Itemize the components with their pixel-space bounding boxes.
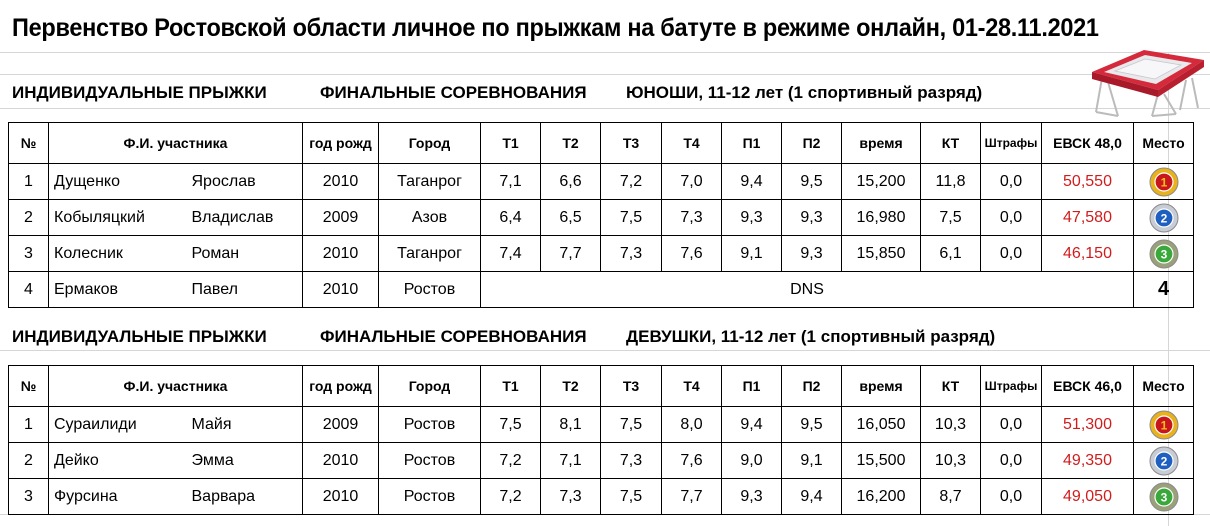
- medal-icon: [1149, 167, 1179, 197]
- cell-last-name: Колесник: [49, 236, 187, 272]
- col-header-t2: Т2: [541, 123, 601, 164]
- trampoline-icon: [1088, 42, 1206, 118]
- cell-t4: 7,7: [662, 479, 722, 515]
- cell-kt: 10,3: [921, 407, 981, 443]
- cell-t3: 7,3: [601, 443, 662, 479]
- cell-t2: 6,6: [541, 164, 601, 200]
- cell-place: [1134, 407, 1194, 443]
- medal-icon: [1149, 446, 1179, 476]
- cell-city: Ростов: [379, 479, 481, 515]
- cell-place: [1134, 200, 1194, 236]
- cell-last-name: Ермаков: [49, 272, 187, 308]
- cell-city: Азов: [379, 200, 481, 236]
- sheet-gridline: [0, 52, 1210, 53]
- cell-last-name: Сураилиди: [49, 407, 187, 443]
- cell-p2: 9,3: [782, 236, 842, 272]
- cell-penalty: 0,0: [981, 236, 1042, 272]
- cell-first-name: Владислав: [187, 200, 303, 236]
- cell-num: 3: [9, 236, 49, 272]
- table-row: [9, 236, 1194, 272]
- page-title: Первенство Ростовской области личное по прыжкам на батуте в режиме онлайн, 01-28.11.2021: [12, 14, 1099, 42]
- cell-num: 2: [9, 443, 49, 479]
- col-header-year: год рожд: [303, 123, 379, 164]
- col-header-penalty: Штрафы: [981, 366, 1042, 407]
- cell-time: 16,050: [842, 407, 921, 443]
- cell-total: 51,300: [1042, 407, 1134, 443]
- col-header-kt: КТ: [921, 366, 981, 407]
- cell-first-name: Роман: [187, 236, 303, 272]
- cell-t3: 7,5: [601, 479, 662, 515]
- col-header-time: время: [842, 123, 921, 164]
- col-header-evsk: ЕВСК 48,0: [1042, 123, 1134, 164]
- cell-t1: 7,5: [481, 407, 541, 443]
- cell-last-name: Фурсина: [49, 479, 187, 515]
- cell-year: 2010: [303, 236, 379, 272]
- cell-t1: 7,1: [481, 164, 541, 200]
- cell-total: 47,580: [1042, 200, 1134, 236]
- cell-penalty: 0,0: [981, 443, 1042, 479]
- col-header-t1: Т1: [481, 123, 541, 164]
- cell-kt: 8,7: [921, 479, 981, 515]
- cell-total: 46,150: [1042, 236, 1134, 272]
- cell-t2: 7,7: [541, 236, 601, 272]
- discipline-label: ИНДИВИДУАЛЬНЫЕ ПРЫЖКИ: [12, 327, 267, 346]
- table-row: [9, 200, 1194, 236]
- cell-city: Ростов: [379, 407, 481, 443]
- col-header-kt: КТ: [921, 123, 981, 164]
- cell-kt: 11,8: [921, 164, 981, 200]
- medal-place-number: 3: [1160, 247, 1167, 261]
- cell-p2: 9,5: [782, 407, 842, 443]
- cell-total: 49,350: [1042, 443, 1134, 479]
- cell-p2: 9,4: [782, 479, 842, 515]
- cell-time: 15,500: [842, 443, 921, 479]
- sheet-gridline: [0, 74, 1210, 75]
- medal-icon: [1149, 482, 1179, 512]
- cell-year: 2010: [303, 272, 379, 308]
- cell-p1: 9,1: [722, 236, 782, 272]
- cell-year: 2010: [303, 164, 379, 200]
- cell-first-name: Эмма: [187, 443, 303, 479]
- cell-p1: 9,4: [722, 164, 782, 200]
- medal-place-number: 2: [1160, 211, 1167, 225]
- cell-time: 15,850: [842, 236, 921, 272]
- cell-t3: 7,5: [601, 200, 662, 236]
- col-header-city: Город: [379, 366, 481, 407]
- cell-t2: 8,1: [541, 407, 601, 443]
- cell-t3: 7,3: [601, 236, 662, 272]
- col-header-penalty: Штрафы: [981, 123, 1042, 164]
- cell-t2: 7,3: [541, 479, 601, 515]
- medal-place-number: 2: [1160, 454, 1167, 468]
- col-header-t2: Т2: [541, 366, 601, 407]
- cell-t1: 6,4: [481, 200, 541, 236]
- cell-first-name: Ярослав: [187, 164, 303, 200]
- cell-year: 2009: [303, 407, 379, 443]
- col-header-t3: Т3: [601, 123, 662, 164]
- col-header-place: Место: [1134, 123, 1194, 164]
- stage-label: ФИНАЛЬНЫЕ СОРЕВНОВАНИЯ: [320, 327, 587, 346]
- table-header-row: [9, 123, 1194, 164]
- cell-last-name: Дущенко: [49, 164, 187, 200]
- cell-t4: 7,3: [662, 200, 722, 236]
- sheet-gridline: [0, 350, 1210, 351]
- table-row: [9, 164, 1194, 200]
- col-header-year: год рожд: [303, 366, 379, 407]
- col-header-num: №: [9, 366, 49, 407]
- cell-dns-status: DNS: [481, 272, 1134, 308]
- results-table-boys: [8, 122, 1194, 308]
- cell-place: [1134, 443, 1194, 479]
- cell-first-name: Павел: [187, 272, 303, 308]
- cell-year: 2010: [303, 479, 379, 515]
- cell-t1: 7,2: [481, 479, 541, 515]
- cell-p1: 9,3: [722, 200, 782, 236]
- medal-place-number: 1: [1160, 175, 1167, 189]
- col-header-city: Город: [379, 123, 481, 164]
- table-row: [9, 443, 1194, 479]
- col-header-p1: П1: [722, 366, 782, 407]
- cell-t4: 7,6: [662, 236, 722, 272]
- col-header-t1: Т1: [481, 366, 541, 407]
- table-row: [9, 479, 1194, 515]
- cell-t4: 8,0: [662, 407, 722, 443]
- cell-place: 4: [1134, 272, 1194, 308]
- cell-t3: 7,5: [601, 407, 662, 443]
- cell-place: [1134, 164, 1194, 200]
- sheet-gridline: [0, 108, 1210, 109]
- cell-p2: 9,5: [782, 164, 842, 200]
- table-header-row: [9, 366, 1194, 407]
- cell-num: 1: [9, 164, 49, 200]
- cell-penalty: 0,0: [981, 164, 1042, 200]
- cell-num: 2: [9, 200, 49, 236]
- cell-place: [1134, 479, 1194, 515]
- medal-icon: [1149, 203, 1179, 233]
- cell-kt: 7,5: [921, 200, 981, 236]
- cell-first-name: Майя: [187, 407, 303, 443]
- cell-time: 16,980: [842, 200, 921, 236]
- cell-year: 2009: [303, 200, 379, 236]
- stage-label: ФИНАЛЬНЫЕ СОРЕВНОВАНИЯ: [320, 83, 587, 102]
- cell-p2: 9,1: [782, 443, 842, 479]
- cell-city: Таганрог: [379, 164, 481, 200]
- cell-t4: 7,6: [662, 443, 722, 479]
- cell-last-name: Кобыляцкий: [49, 200, 187, 236]
- col-header-time: время: [842, 366, 921, 407]
- col-header-p1: П1: [722, 123, 782, 164]
- col-header-t4: Т4: [662, 123, 722, 164]
- cell-p2: 9,3: [782, 200, 842, 236]
- cell-t1: 7,4: [481, 236, 541, 272]
- col-header-t3: Т3: [601, 366, 662, 407]
- cell-penalty: 0,0: [981, 200, 1042, 236]
- cell-year: 2010: [303, 443, 379, 479]
- cell-num: 3: [9, 479, 49, 515]
- cell-t1: 7,2: [481, 443, 541, 479]
- cell-p1: 9,3: [722, 479, 782, 515]
- cell-kt: 6,1: [921, 236, 981, 272]
- medal-place-number: 1: [1160, 418, 1167, 432]
- category-label: ДЕВУШКИ, 11-12 лет (1 спортивный разряд): [626, 327, 996, 346]
- cell-place: [1134, 236, 1194, 272]
- cell-t4: 7,0: [662, 164, 722, 200]
- cell-t2: 7,1: [541, 443, 601, 479]
- discipline-label: ИНДИВИДУАЛЬНЫЕ ПРЫЖКИ: [12, 83, 267, 102]
- category-label: ЮНОШИ, 11-12 лет (1 спортивный разряд): [626, 83, 983, 102]
- col-header-p2: П2: [782, 366, 842, 407]
- cell-first-name: Варвара: [187, 479, 303, 515]
- cell-city: Таганрог: [379, 236, 481, 272]
- col-header-num: №: [9, 123, 49, 164]
- cell-penalty: 0,0: [981, 407, 1042, 443]
- col-header-p2: П2: [782, 123, 842, 164]
- cell-time: 16,200: [842, 479, 921, 515]
- cell-total: 49,050: [1042, 479, 1134, 515]
- col-header-evsk: ЕВСК 46,0: [1042, 366, 1134, 407]
- table-row-dns: [9, 272, 1194, 308]
- cell-time: 15,200: [842, 164, 921, 200]
- cell-num: 1: [9, 407, 49, 443]
- cell-total: 50,550: [1042, 164, 1134, 200]
- results-table-girls: [8, 365, 1194, 515]
- cell-kt: 10,3: [921, 443, 981, 479]
- table-row: [9, 407, 1194, 443]
- col-header-t4: Т4: [662, 366, 722, 407]
- col-header-name: Ф.И. участника: [49, 366, 303, 407]
- medal-icon: [1149, 239, 1179, 269]
- medal-icon: [1149, 410, 1179, 440]
- cell-num: 4: [9, 272, 49, 308]
- cell-city: Ростов: [379, 443, 481, 479]
- medal-place-number: 3: [1160, 490, 1167, 504]
- col-header-name: Ф.И. участника: [49, 123, 303, 164]
- cell-t2: 6,5: [541, 200, 601, 236]
- cell-t3: 7,2: [601, 164, 662, 200]
- cell-last-name: Дейко: [49, 443, 187, 479]
- cell-p1: 9,0: [722, 443, 782, 479]
- cell-penalty: 0,0: [981, 479, 1042, 515]
- col-header-place: Место: [1134, 366, 1194, 407]
- cell-city: Ростов: [379, 272, 481, 308]
- cell-p1: 9,4: [722, 407, 782, 443]
